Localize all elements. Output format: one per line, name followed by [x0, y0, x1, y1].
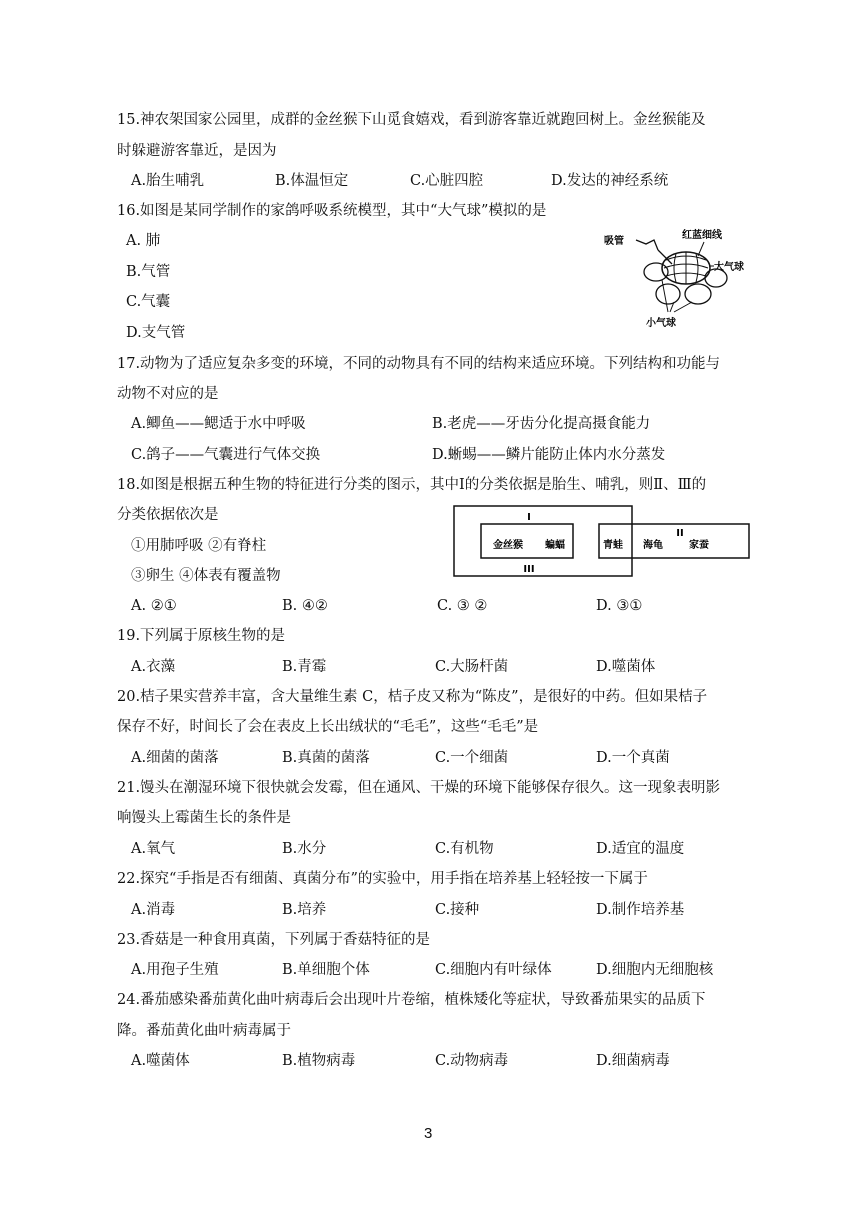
q24-option-d: D.细菌病毒: [596, 1053, 670, 1069]
figure-label-thread: 红蓝细线: [682, 230, 722, 241]
q18-option-c: C. ③ ②: [437, 598, 488, 614]
q20-stem-line2: 保存不好，时间长了会在表皮上长出绒状的“毛毛”，这些“毛毛”是: [117, 719, 539, 735]
q24-stem-line1: 24.番茄感染番茄黄化曲叶病毒后会出现叶片卷缩，植株矮化等症状，导致番茄果实的品质下: [117, 992, 706, 1008]
q16-option-b: B.气管: [126, 264, 171, 280]
q19-option-d: D.噬菌体: [596, 659, 656, 675]
q18-stem-line1: 18.如图是根据五种生物的特征进行分类的图示，其中Ⅰ的分类依据是胎生、哺乳，则Ⅱ、Ⅲ的: [117, 477, 707, 493]
label-ii: II: [676, 528, 684, 539]
q19-option-c: C.大肠杆菌: [435, 659, 509, 675]
figure-label-small-balloon: 小气球: [646, 318, 676, 329]
q18-option-b: B. ④②: [282, 598, 328, 614]
q22-option-b: B.培养: [282, 902, 327, 918]
organism-silkworm: 家蚕: [689, 540, 709, 551]
q22-option-c: C.接种: [435, 902, 480, 918]
q17-stem-line1: 17.动物为了适应复杂多变的环境，不同的动物具有不同的结构来适应环境。下列结构和功能与: [117, 356, 721, 372]
pigeon-respiratory-model-figure: [598, 222, 770, 334]
q21-stem-line2: 响馒头上霉菌生长的条件是: [117, 810, 291, 826]
organism-frog: 青蛙: [603, 540, 623, 551]
q16-option-c: C.气囊: [126, 294, 171, 310]
q17-option-a: A.鲫鱼——鳃适于水中呼吸: [131, 416, 306, 432]
q21-option-b: B.水分: [282, 841, 327, 857]
q18-option-a: A. ②①: [131, 598, 177, 614]
q20-option-c: C.一个细菌: [435, 750, 509, 766]
organism-bat: 蝙蝠: [545, 540, 565, 551]
q24-stem-line2: 降。番茄黄化曲叶病毒属于: [117, 1023, 291, 1039]
q17-option-c: C.鸽子——气囊进行气体交换: [131, 447, 321, 463]
q16-option-d: D.支气管: [126, 325, 186, 341]
label-iii: III: [523, 564, 535, 575]
q23-option-d: D.细胞内无细胞核: [596, 962, 714, 978]
q19-option-a: A.衣藻: [131, 659, 176, 675]
q18-stem-line2: 分类依据依次是: [117, 507, 219, 523]
q23-option-c: C.细胞内有叶绿体: [435, 962, 552, 978]
q21-option-a: A.氧气: [131, 841, 176, 857]
q17-stem-line2: 动物不对应的是: [117, 386, 219, 402]
q21-stem-line1: 21.馒头在潮湿环境下很快就会发霉，但在通风、干燥的环境下能够保存很久。这一现象表明影: [117, 780, 721, 796]
q24-option-c: C.动物病毒: [435, 1053, 509, 1069]
q17-option-b: B.老虎——牙齿分化提高摄食能力: [432, 416, 651, 432]
q22-stem: 22.探究“手指是否有细菌、真菌分布”的实验中，用手指在培养基上轻轻按一下属于: [117, 871, 648, 887]
organism-golden-monkey: 金丝猴: [493, 540, 523, 551]
q19-stem: 19.下列属于原核生物的是: [117, 628, 286, 644]
q22-option-d: D.制作培养基: [596, 902, 685, 918]
organism-turtle: 海龟: [643, 540, 663, 551]
figure-label-straw: 吸管: [604, 236, 624, 247]
q16-option-a: A. 肺: [126, 233, 161, 249]
q23-stem: 23.香菇是一种食用真菌，下列属于香菇特征的是: [117, 932, 431, 948]
q18-choices-line1: ①用肺呼吸 ②有脊柱: [131, 538, 267, 554]
q16-stem: 16.如图是某同学制作的家鸽呼吸系统模型，其中“大气球”模拟的是: [117, 203, 547, 219]
q19-option-b: B.青霉: [282, 659, 327, 675]
q15-option-b: B.体温恒定: [275, 173, 349, 189]
q21-option-d: D.适宜的温度: [596, 841, 685, 857]
q15-option-d: D.发达的神经系统: [551, 173, 669, 189]
q15-option-a: A.胎生哺乳: [131, 173, 205, 189]
q20-stem-line1: 20.桔子果实营养丰富，含大量维生素 C，桔子皮又称为“陈皮”，是很好的中药。但如果桔子: [117, 689, 708, 705]
q23-option-a: A.用孢子生殖: [131, 962, 219, 978]
q20-option-a: A.细菌的菌落: [131, 750, 219, 766]
q15-option-c: C.心脏四腔: [410, 173, 484, 189]
q23-option-b: B.单细胞个体: [282, 962, 370, 978]
q21-option-c: C.有机物: [435, 841, 494, 857]
q18-choices-line2: ③卵生 ④体表有覆盖物: [131, 568, 281, 584]
q20-option-d: D.一个真菌: [596, 750, 670, 766]
figure-label-big-balloon: 大气球: [714, 262, 744, 273]
q17-option-d: D.蜥蜴——鳞片能防止体内水分蒸发: [432, 447, 666, 463]
classification-figure: [453, 504, 753, 578]
q24-option-a: A.噬菌体: [131, 1053, 190, 1069]
q15-stem-line1: 15.神农架国家公园里，成群的金丝猴下山觅食嬉戏，看到游客靠近就跑回树上。金丝猴能及: [117, 112, 706, 128]
q24-option-b: B.植物病毒: [282, 1053, 356, 1069]
page-number: 3: [424, 1125, 433, 1142]
label-i: I: [527, 512, 531, 523]
q20-option-b: B.真菌的菌落: [282, 750, 370, 766]
q18-option-d: D. ③①: [596, 598, 643, 614]
q22-option-a: A.消毒: [131, 902, 176, 918]
q15-stem-line2: 时躲避游客靠近，是因为: [117, 143, 277, 159]
